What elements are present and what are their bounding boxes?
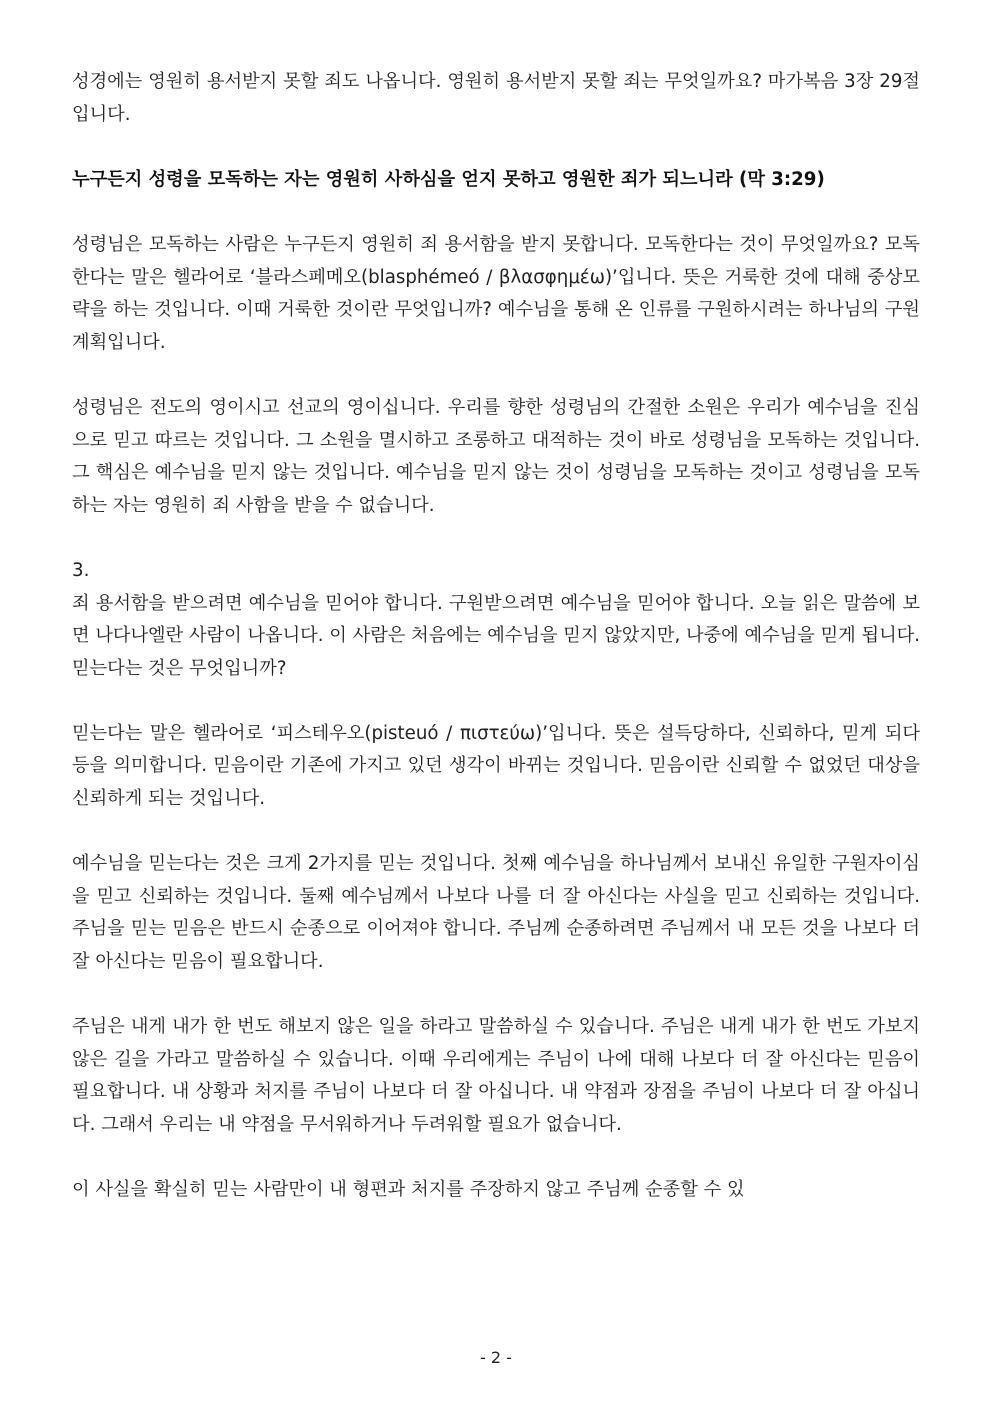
document-body [72, 66, 920, 1207]
section-number: 3. [72, 559, 90, 581]
page-number: - 2 - [480, 1348, 512, 1367]
scripture-quote: 누구든지 성령을 모독하는 자는 영원히 사하심을 얻지 못하고 영원한 죄가 되느니라 (막 3:29) [72, 168, 825, 190]
paragraph-intro: 성경에는 영원히 용서받지 못할 죄도 나옵니다. 영원히 용서받지 못할 죄는 무엇일까요? 마가복음 3장 29절입니다. [72, 71, 920, 125]
paragraph-continued: 이 사실을 확실히 믿는 사람만이 내 형편과 처지를 주장하지 않고 주님께 순종할 수 있 [72, 1179, 745, 1201]
paragraph-blasphemy-meaning: 성령님은 모독하는 사람은 누구든지 영원히 죄 용서함을 받지 못합니다. 모독한다는 것이 무엇일까요? 모독한다는 말은 헬라어로 ‘블라스페메오(blasphémeó / βλασφημέω)’입니다. 뜻은 거룩한 것에 대해 중상모략을 하는 것입니다. 이때 거룩한 것이란 무엇입니까? 예수님을 통해 온 인류를 구원하시려는 하나님의 구원계획입니다. [72, 233, 920, 353]
paragraph-holy-spirit: 성령님은 전도의 영이시고 선교의 영이십니다. 우리를 향한 성령님의 간절한 소원은 우리가 예수님을 진심으로 믿고 따르는 것입니다. 그 소원을 멸시하고 조롱하고 대적하는 것이 바로 성령님을 모독하는 것입니다. 그 핵심은 예수님을 믿지 않는 것입니다. 예수님을 믿지 않는 것이 성령님을 모독하는 것이고 성령님을 모독하는 자는 영원히 죄 사함을 받을 수 없습니다. [72, 396, 920, 516]
paragraph-forgiveness: 죄 용서함을 받으려면 예수님을 믿어야 합니다. 구원받으려면 예수님을 믿어야 합니다. 오늘 읽은 말씀에 보면 나다나엘란 사람이 나옵니다. 이 사람은 처음에는 예수님을 믿지 않았지만, 나중에 예수님을 믿게 됩니다. 믿는다는 것은 무엇입니까? [72, 592, 920, 679]
paragraph-obedience: 주님은 내게 내가 한 번도 해보지 않은 일을 하라고 말씀하실 수 있습니다. 주님은 내게 내가 한 번도 가보지 않은 길을 가라고 말씀하실 수 있습니다. 이때 우리에게는 주님이 나에 대해 나보다 더 잘 아신다는 믿음이 필요합니다. 내 상황과 처지를 주님이 나보다 더 잘 아십니다. 내 약점과 장점을 주님이 나보다 더 잘 아십니다. 그래서 우리는 내 약점을 무서워하거나 두려워할 필요가 없습니다. [72, 1016, 920, 1135]
paragraph-two-beliefs: 예수님을 믿는다는 것은 크게 2가지를 믿는 것입니다. 첫째 예수님을 하나님께서 보내신 유일한 구원자이심을 믿고 신뢰하는 것입니다. 둘째 예수님께서 나보다 나를 더 잘 아신다는 사실을 믿고 신뢰하는 것입니다. 주님을 믿는 믿음은 반드시 순종으로 이어져야 합니다. 주님께 순종하려면 주님께서 내 모든 것을 나보다 더 잘 아신다는 믿음이 필요합니다. [72, 853, 920, 973]
paragraph-pisteuo-meaning: 믿는다는 말은 헬라어로 ‘피스테우오(pisteuó / πιστεύω)’입니다. 뜻은 설득당하다, 신뢰하다, 믿게 되다 등을 의미합니다. 믿음이란 기존에 가지고 있던 생각이 바뀌는 것입니다. 믿음이란 신뢰할 수 없었던 대상을 신뢰하게 되는 것입니다. [72, 722, 920, 810]
